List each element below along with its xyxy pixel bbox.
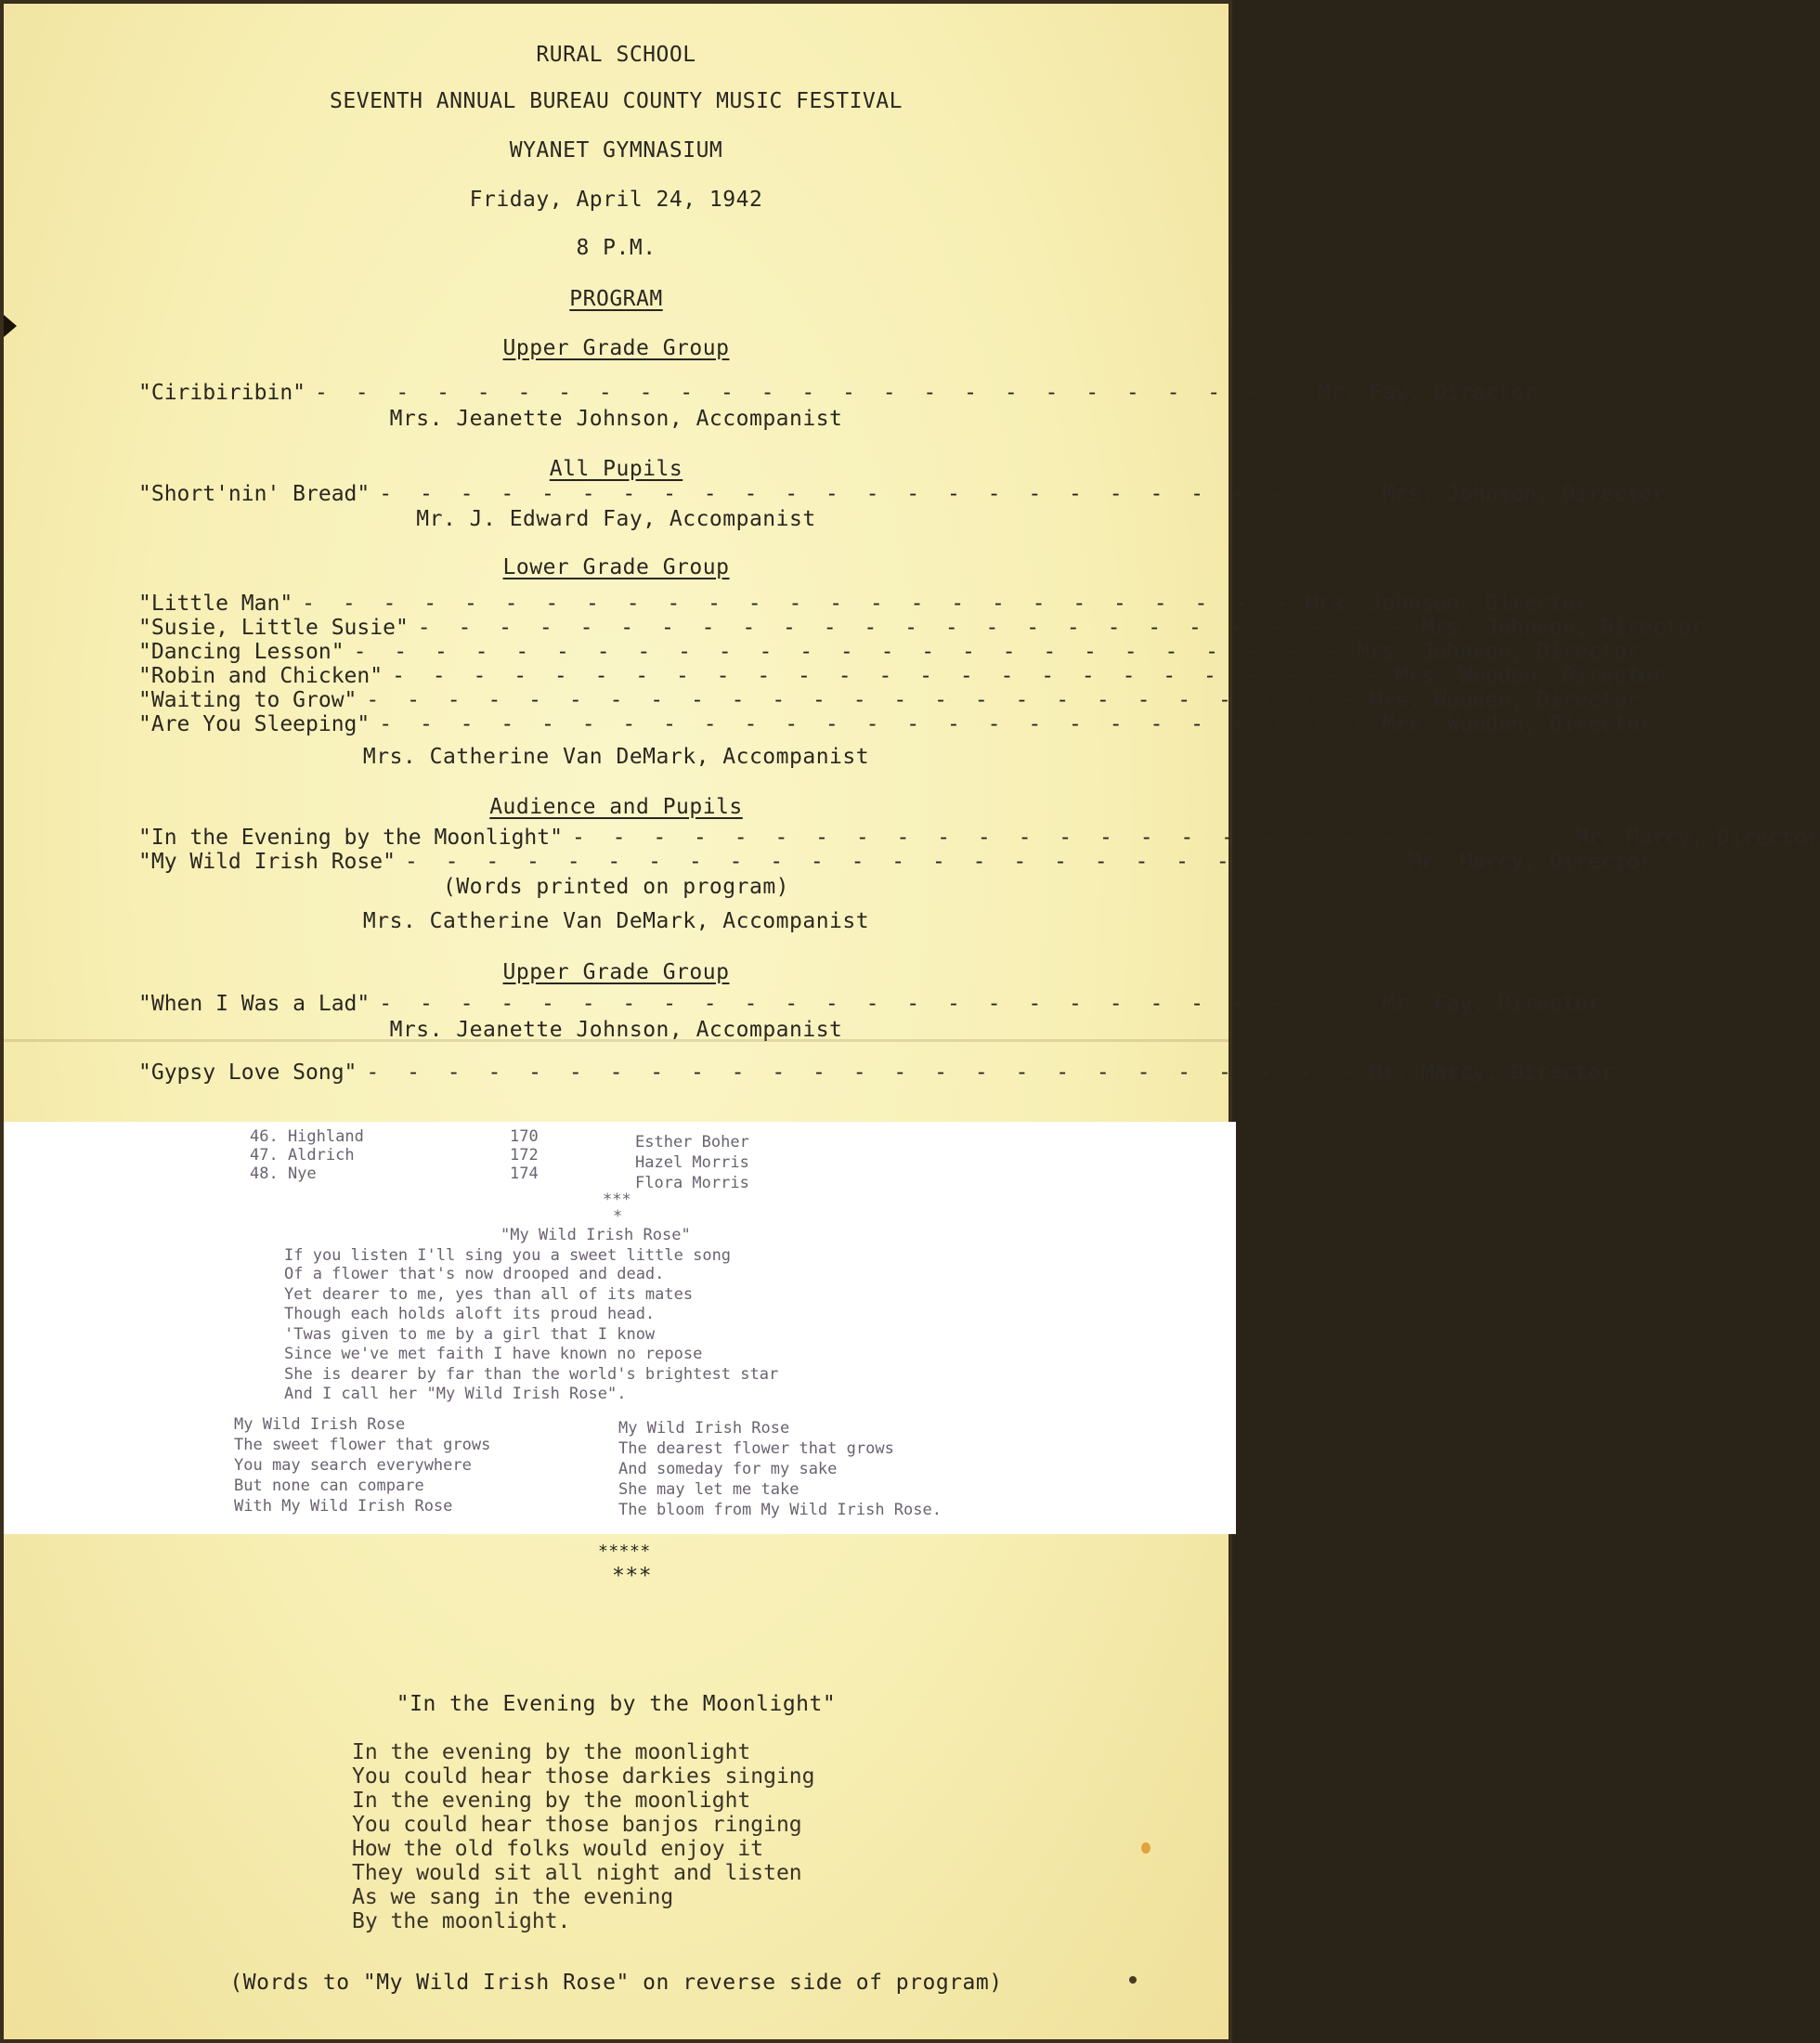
leader-dashes: - - - - - - - - - - - - - - - - - - - - - - - - - [353, 640, 1348, 664]
verse-line: Since we've met faith I have known no repose [284, 1345, 703, 1363]
program-item [138, 664, 1666, 688]
director: Mrs. Wooden, Director [1395, 664, 1666, 688]
chorus-left-line: You may search everywhere [234, 1456, 472, 1475]
lyric-line: By the moonlight. [352, 1909, 571, 1933]
chorus-right-line: The dearest flower that grows [618, 1439, 894, 1458]
verse-line: Of a flower that's now drooped and dead. [284, 1265, 665, 1283]
leader-dashes: - - - - - - - - - - - - - - - - - - - - - - - - - [366, 688, 1360, 712]
accompanist: Mrs. Catherine Van DeMark, Accompanist [362, 745, 870, 769]
separator-stars: *** [612, 1564, 653, 1588]
chorus-left-line: With My Wild Irish Rose [234, 1497, 453, 1516]
director: Mr. Fay, Director [1318, 381, 1537, 405]
leader-dashes: - - - - - - - - - - - - - - - - - - - - - - - - - [315, 381, 1309, 405]
director: Mrs. Wooden, Director [1369, 688, 1640, 712]
song-title: "Gypsy Love Song" [138, 1061, 358, 1085]
song-title: "Are You Sleeping" [138, 712, 370, 736]
leader-dashes: - - - - - - - - - - - - - - - - - - - - - - - - - [379, 992, 1373, 1016]
director: Mrs. Johnson, Director [1305, 592, 1589, 616]
moonlight-title: "In the Evening by the Moonlight" [396, 1692, 837, 1716]
insert-stars: * [613, 1207, 623, 1226]
director: Mr. Marcy, Director [1408, 850, 1653, 874]
lyric-line: As we sang in the evening [352, 1885, 674, 1909]
leader-dashes: - - - - - - - - - - - - - - - - - - - - - - - - - [302, 592, 1296, 616]
lyric-line: In the evening by the moonlight [352, 1789, 751, 1813]
insert-row-name: Flora Morris [635, 1174, 749, 1192]
program-item [138, 482, 1666, 506]
song-title: "Short'nin' Bread" [138, 482, 370, 506]
venue: WYANET GYMNASIUM [509, 138, 723, 163]
song-title: "When I Was a Lad" [138, 992, 370, 1016]
leader-dashes: - - - - - - - - - - - - - - - - - - - - - - - - - [404, 850, 1399, 874]
song-title: "Waiting to Grow" [138, 688, 358, 712]
director: Mr. Marcy, Director [1575, 826, 1820, 850]
insert-row-num: 48. Nye [250, 1165, 317, 1183]
program-item [138, 826, 1820, 850]
verse-line: Though each holds aloft its proud head. [284, 1305, 656, 1323]
leader-dashes: - - - - - - - - - - - - - - - - - - - - - - - - - [571, 826, 1566, 850]
insert-row-code: 170 [510, 1127, 539, 1146]
insert-stars: *** [603, 1191, 631, 1209]
insert-row-code: 172 [510, 1146, 539, 1165]
torn-edge [4, 315, 17, 337]
chorus-left-line: The sweet flower that grows [234, 1436, 491, 1454]
pasted-insert [4, 1122, 1236, 1534]
song-title: "Robin and Chicken" [138, 664, 384, 688]
insert-row-num: 47. Aldrich [250, 1146, 355, 1165]
chorus-left-line: But none can compare [234, 1477, 424, 1495]
leader-dashes: - - - - - - - - - - - - - - - - - - - - - - - - - [392, 664, 1386, 688]
lyric-line: They would sit all night and listen [352, 1861, 802, 1885]
lyric-line: You could hear those banjos ringing [352, 1813, 802, 1837]
chorus-right-line: My Wild Irish Rose [618, 1419, 790, 1438]
insert-row-num: 46. Highland [250, 1127, 364, 1146]
section-heading: All Pupils [549, 457, 683, 481]
leader-dashes: - - - - - - - - - - - - - - - - - - - - - - - - - [417, 616, 1412, 640]
program-heading: PROGRAM [569, 287, 663, 311]
song-title: "Ciribiribin" [138, 381, 306, 405]
festival-title: SEVENTH ANNUAL BUREAU COUNTY MUSIC FESTIVAL [330, 89, 903, 113]
stain-mark [1141, 1842, 1150, 1854]
lyric-line: How the old folks would enjoy it [352, 1837, 764, 1861]
section-heading: Upper Grade Group [502, 336, 730, 360]
song-title: "My Wild Irish Rose" [138, 850, 396, 874]
verse-line: And I call her "My Wild Irish Rose". [284, 1385, 627, 1403]
director: Mrs. Johnson, Director [1357, 640, 1640, 664]
section-heading: Upper Grade Group [502, 960, 730, 984]
leader-dashes: - - - - - - - - - - - - - - - - - - - - - - - - - [379, 712, 1373, 736]
verse-line: She is dearer by far than the world's brightest star [284, 1365, 779, 1384]
words-note: (Words printed on program) [442, 875, 790, 899]
insert-song-title: "My Wild Irish Rose" [500, 1226, 691, 1244]
program-item [138, 640, 1640, 664]
song-title: "Susie, Little Susie" [138, 616, 409, 640]
verse-line: Yet dearer to me, yes than all of its mates [284, 1285, 694, 1304]
section-heading: Lower Grade Group [502, 555, 730, 579]
event-time: 8 P.M. [576, 236, 656, 260]
lyric-line: In the evening by the moonlight [352, 1740, 751, 1764]
program-item [138, 592, 1589, 616]
event-date: Friday, April 24, 1942 [469, 188, 763, 212]
section-heading: Audience and Pupils [489, 795, 743, 819]
song-title: "In the Evening by the Moonlight" [138, 826, 563, 850]
accompanist: Mr. J. Edward Fay, Accompanist [416, 507, 816, 531]
verse-line: 'Twas given to me by a girl that I know [284, 1325, 656, 1344]
director: Mr. Marcy, Director [1369, 1061, 1615, 1085]
leader-dashes: - - - - - - - - - - - - - - - - - - - - - - - - - [379, 482, 1373, 506]
chorus-right-line: The bloom from My Wild Irish Rose. [618, 1501, 942, 1519]
verse-line: If you listen I'll sing you a sweet little song [284, 1246, 732, 1265]
accompanist: Mrs. Jeanette Johnson, Accompanist [389, 407, 843, 431]
insert-row-name: Hazel Morris [635, 1153, 749, 1172]
accompanist: Mrs. Jeanette Johnson, Accompanist [389, 1018, 843, 1042]
song-title: "Dancing Lesson" [138, 640, 344, 664]
chorus-right-line: And someday for my sake [618, 1460, 838, 1478]
leader-dashes: - - - - - - - - - - - - - - - - - - - - - - - - - [366, 1061, 1360, 1085]
program-item [138, 992, 1602, 1016]
song-title: "Little Man" [138, 592, 293, 616]
accompanist: Mrs. Catherine Van DeMark, Accompanist [362, 909, 870, 933]
program-item [138, 712, 1653, 736]
director: Mrs. Johnson, Director [1421, 616, 1704, 640]
insert-row-name: Esther Boher [635, 1133, 749, 1152]
program-item [138, 381, 1537, 405]
separator-stars: ***** [598, 1542, 651, 1561]
director: Mrs. Wooden, Director [1382, 712, 1653, 736]
chorus-right-line: She may let me take [618, 1480, 800, 1499]
director: Mr. Fay, Director [1382, 992, 1602, 1016]
chorus-left-line: My Wild Irish Rose [234, 1415, 406, 1434]
program-item [138, 616, 1704, 640]
footer-note: (Words to "My Wild Irish Rose" on reverse side of program) [229, 1971, 1003, 1995]
director: Mrs. Johnson, Director [1382, 482, 1666, 506]
program-item [138, 688, 1640, 712]
header-line-1: RURAL SCHOOL [536, 43, 696, 67]
insert-row-code: 174 [510, 1165, 539, 1183]
program-item [138, 850, 1653, 874]
program-item [138, 1061, 1615, 1085]
lyric-line: You could hear those darkies singing [352, 1764, 815, 1789]
